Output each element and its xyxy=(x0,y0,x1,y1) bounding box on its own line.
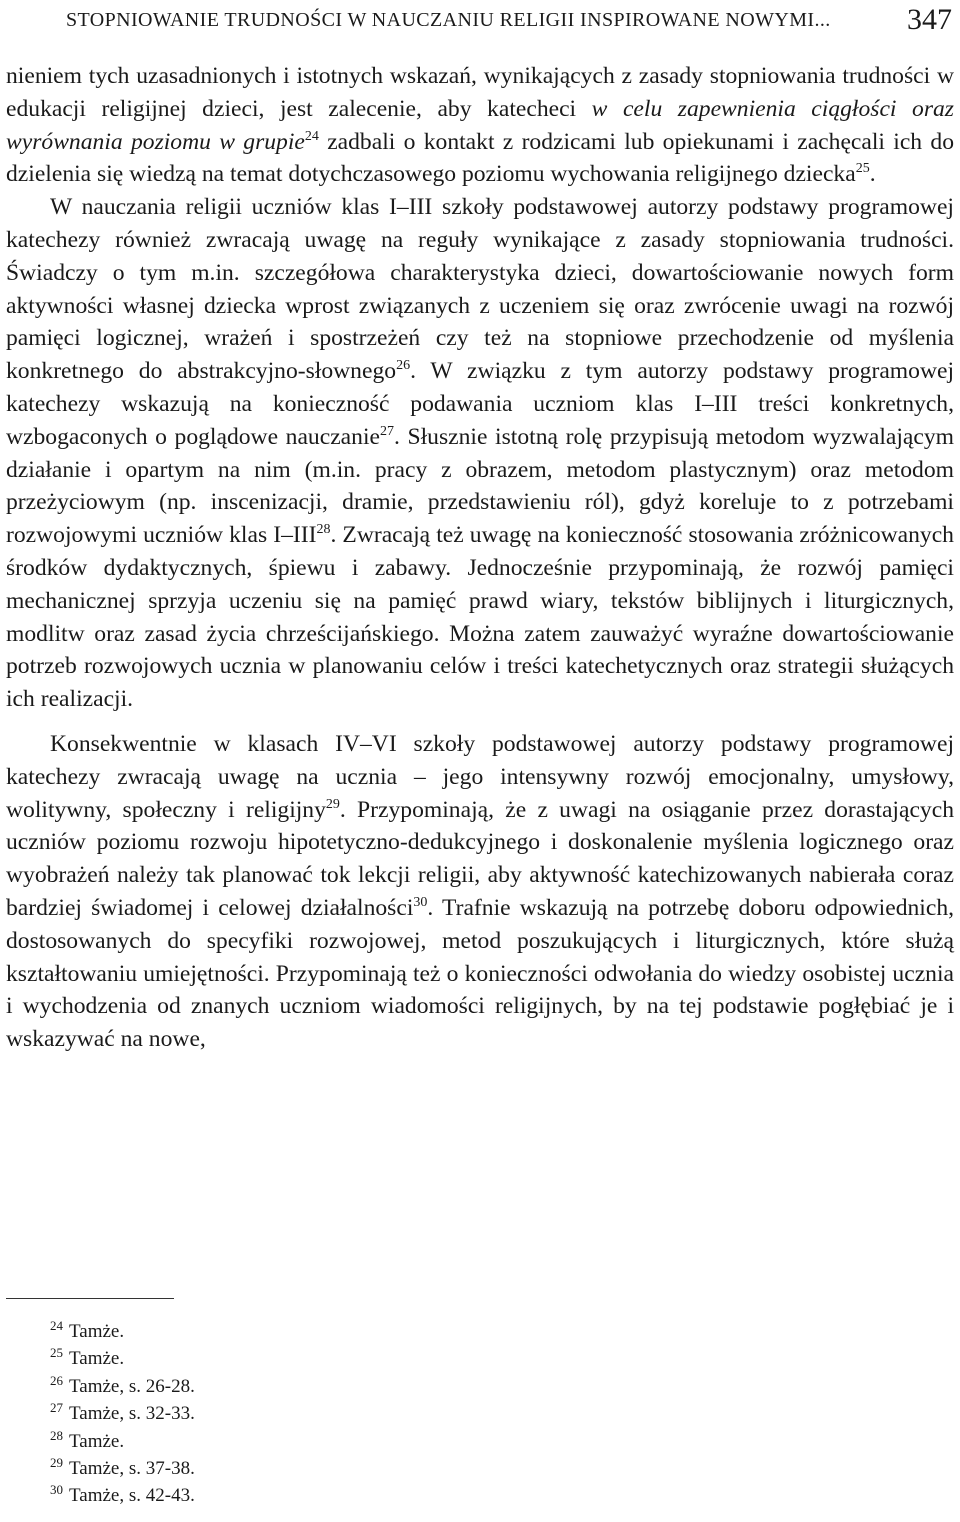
footnote xyxy=(50,1428,195,1455)
running-header xyxy=(66,0,952,40)
text-run: zadbali o kontakt z rodzicami lub opiekunami i zachęcali ich do dzielenia się wiedzą na temat dotychczasowego poziomu wychowania religijnego dziecka xyxy=(6,128,954,188)
paragraph-3 xyxy=(6,728,954,1056)
footnote-number: 26 xyxy=(50,1372,63,1388)
text-run: . xyxy=(869,161,876,188)
footnote-text: Tamże, s. 37-38. xyxy=(69,1458,195,1480)
text-run: . Zwracają też uwagę na konieczność stosowania zróżnicowanych środków dydaktycznych, śpiewu i zabawy. Jednocześnie przypominają, że rozwój pamięci mechanicznej sprzyja uczeniu się na pamięć prawd wiary, tekstów biblijnych i liturgicznych, modlitw oraz zasad życia chrześcijańskiego. Można zatem zauważyć wyraźne dowartościowanie potrzeb rozwojowych ucznia w planowaniu celów i treści katechetycznych oraz strategii służących ich realizacji. xyxy=(6,522,954,713)
footnote-ref: 24 xyxy=(304,128,319,144)
footnote-number: 30 xyxy=(50,1482,63,1498)
footnotes xyxy=(50,1318,195,1510)
footnote-ref: 29 xyxy=(325,796,340,812)
footnote-ref: 30 xyxy=(413,894,428,910)
footnote-number: 28 xyxy=(50,1427,63,1443)
footnote-separator xyxy=(6,1298,174,1299)
footnote-text: Tamże, s. 32-33. xyxy=(69,1403,195,1425)
running-title: STOPNIOWANIE TRUDNOŚCI W NAUCZANIU RELIGII INSPIROWANE NOWYMI... xyxy=(66,8,831,31)
footnote-number: 29 xyxy=(50,1455,63,1471)
footnote-number: 24 xyxy=(50,1318,63,1333)
footnote xyxy=(50,1400,195,1427)
footnote-ref: 25 xyxy=(855,161,870,177)
text-run: . W związku z tym autorzy podstawy programowej katechezy wskazują na konieczność podawania uczniom klas I–III treści konkretnych, wzbogaconych o poglądowe nauczanie xyxy=(6,358,955,450)
footnote xyxy=(50,1455,195,1482)
footnote xyxy=(50,1345,195,1372)
footnote xyxy=(50,1318,195,1345)
text-run: . Przypominają, że z uwagi na osiąganie przez dorastających uczniów poziomu rozwoju hipotetyczno-dedukcyjnego i doskonalenie myślenia logicznego oraz wyobrażeń należy tak planować tok lekcji religii, aby aktywność katechizowanych nabierała coraz bardziej świadomej i celowej działalności xyxy=(6,796,954,921)
italic-text-run: w celu zapewnienia ciągłości oraz wyrównania poziomu w grupie xyxy=(6,95,954,155)
text-run: W nauczania religii uczniów klas I–III szkoły podstawowej autorzy podstawy programowej katechezy również zwracają uwagę na reguły wynikające z zasady stopniowania trudności. Świadczy o tym m.in. szczegółowa charakterystyka dzieci, dowartościowanie nowych form aktywności własnej dziecka wprost związanych z uczeniem się oraz zwrócenie uwagi na rozwój pamięci logicznej, wrażeń i spostrzeżeń czy też na stopniowe przechodzenie od myślenia konkretnego do abstrakcyjno-słownego xyxy=(6,194,954,385)
footnote-ref: 28 xyxy=(316,522,331,538)
text-run: Konsekwentnie w klasach IV–VI szkoły podstawowej autorzy podstawy programowej katechezy zwracają uwagę na ucznia – jego intensywny rozwój emocjonalny, umysłowy, wolitywny, społeczny i religijny xyxy=(6,730,954,823)
footnote-text: Tamże. xyxy=(69,1348,125,1370)
footnote-text: Tamże. xyxy=(69,1321,125,1342)
footnote xyxy=(50,1373,195,1400)
footnote-text: Tamże, s. 26-28. xyxy=(69,1375,195,1397)
footnote xyxy=(50,1482,195,1509)
body-text xyxy=(6,60,954,1056)
footnote-number: 27 xyxy=(50,1400,63,1416)
paragraph-1 xyxy=(6,60,954,191)
paragraph-2 xyxy=(6,191,954,716)
text-run: . Słusznie istotną rolę przypisują metodom wyzwalającym działanie i opartym na nim (m.in. pracy z obrazem, metodom plastycznym) oraz metodom przeżyciowym (np. inscenizacji, dramie, przedstawieniu ról), gdyż koreluje to z potrzebami rozwojowymi uczniów klas I–III xyxy=(6,423,955,549)
text-run: . Trafnie wskazują na potrzebę doboru odpowiednich, dostosowanych do specyfiki rozwojowej, metod poszukujących i liturgicznych, które służą kształtowaniu umiejętności. Przypominają też o konieczności odwołania do wiedzy osobistej ucznia i wychodzenia od znanych uczniom wiadomości religijnych, by na tej podstawie pogłębiać je i wskazywać na nowe, xyxy=(6,894,955,1053)
footnote-ref: 26 xyxy=(396,358,411,374)
footnote-text: Tamże. xyxy=(69,1430,125,1452)
text-run: nieniem tych uzasadnionych i istotnych wskazań, wynikających z zasady stopniowania trudności w edukacji religijnej dzieci, jest zalecenie, aby katecheci xyxy=(6,63,954,122)
page-number: 347 xyxy=(907,3,952,36)
footnote-ref: 27 xyxy=(379,423,394,439)
footnote-number: 25 xyxy=(50,1345,63,1361)
footnote-text: Tamże, s. 42-43. xyxy=(69,1485,195,1507)
